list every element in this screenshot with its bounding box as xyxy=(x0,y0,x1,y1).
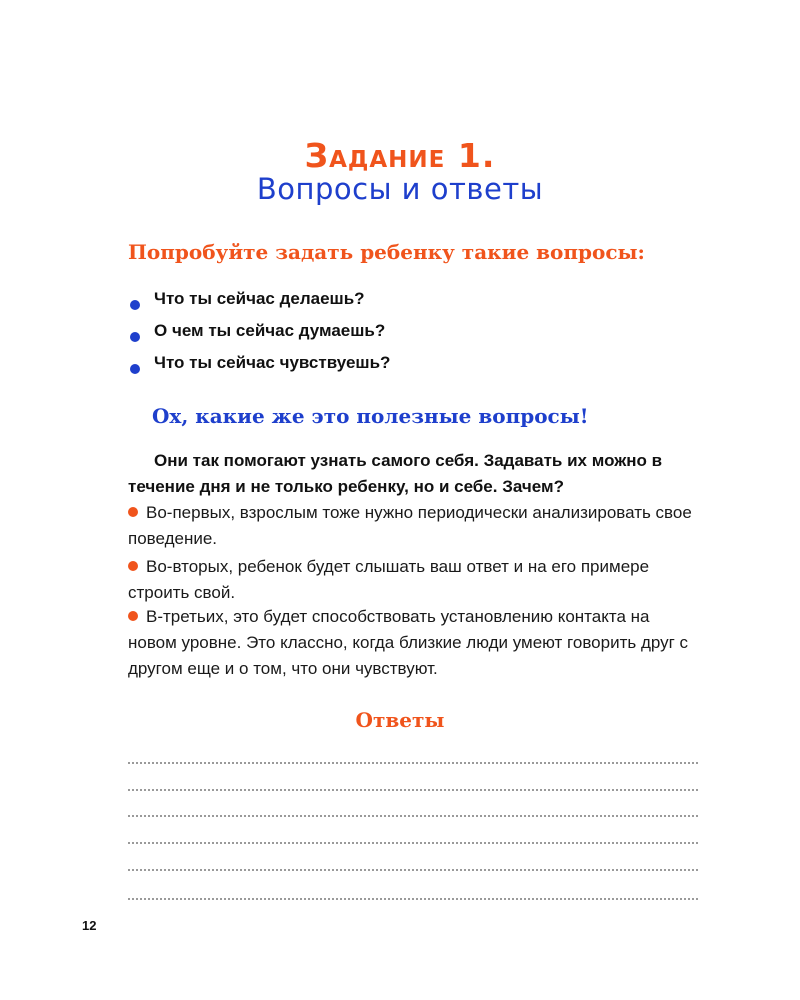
answer-line[interactable] xyxy=(128,842,698,844)
reason-text: В-третьих, это будет способствовать установлению контакта на новом уровне. Это классно, когда близкие люди умеют говорить друг с другом еще и о том, что они чувствуют. xyxy=(128,607,689,678)
bullet-dot-icon xyxy=(130,332,140,342)
bullet-dot-icon xyxy=(130,364,140,374)
bullet-dot-icon xyxy=(128,561,138,571)
reason-paragraph xyxy=(128,604,698,682)
question-text: О чем ты сейчас думаешь? xyxy=(154,321,386,340)
prompt-heading: Попробуйте задать ребенку такие вопросы: xyxy=(128,240,645,264)
page-number: 12 xyxy=(82,918,97,933)
answer-line[interactable] xyxy=(128,789,698,791)
question-list xyxy=(128,288,688,384)
bullet-dot-icon xyxy=(128,611,138,621)
task-subtitle: Вопросы и ответы xyxy=(256,172,544,206)
question-item xyxy=(128,288,688,320)
question-item xyxy=(128,320,688,352)
question-text: Что ты сейчас делаешь? xyxy=(154,289,365,308)
reason-paragraph xyxy=(128,554,698,606)
bullet-dot-icon xyxy=(128,507,138,517)
answers-heading: Ответы xyxy=(355,708,445,732)
bullet-dot-icon xyxy=(130,300,140,310)
answer-line[interactable] xyxy=(128,762,698,764)
intro-paragraph: Они так помогают узнать самого себя. Задавать их можно в течение дня и не только ребенку, но и себе. Зачем? xyxy=(128,451,663,496)
reason-paragraph xyxy=(128,500,698,552)
reason-text: Во-вторых, ребенок будет слышать ваш ответ и на его примере строить свой. xyxy=(128,557,650,602)
useful-heading: Ох, какие же это полезные вопросы! xyxy=(152,404,589,428)
answer-line[interactable] xyxy=(128,869,698,871)
reason-text: Во-первых, взрослым тоже нужно периодически анализировать свое поведение. xyxy=(128,503,692,548)
task-title: Задание 1. xyxy=(304,136,496,175)
answer-line[interactable] xyxy=(128,815,698,817)
question-text: Что ты сейчас чувствуешь? xyxy=(154,353,391,372)
question-item xyxy=(128,352,688,384)
answer-line[interactable] xyxy=(128,898,698,900)
